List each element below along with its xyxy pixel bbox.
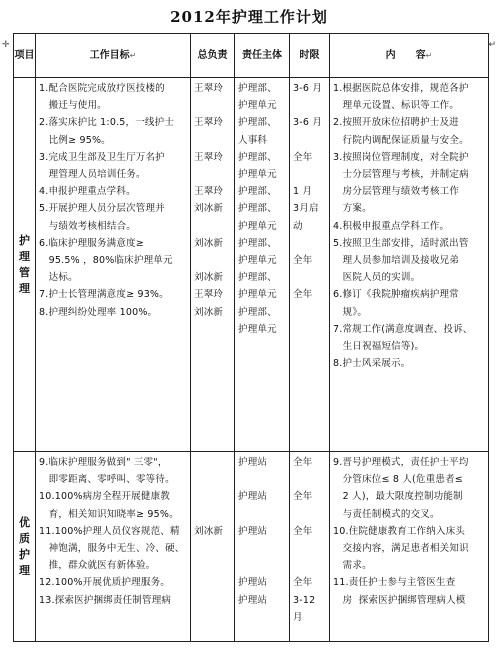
cell-line: 10.100%病房全程开展健康教 bbox=[39, 491, 170, 503]
paragraph-mark-icon: ↵ bbox=[488, 40, 496, 50]
cell-line: 4.积极申报重点学科工作。 bbox=[333, 220, 450, 232]
cell-line: 房 探索医护捆绑管理病人模 bbox=[333, 594, 466, 606]
cell-line: 护理部、 bbox=[238, 186, 277, 198]
cell-line: 护理单元 bbox=[238, 100, 277, 112]
cell-line: 理单元设置、标识等工作。 bbox=[333, 100, 460, 112]
cell-line: 11.100%护理人员仪容规范、精 bbox=[39, 525, 180, 537]
cell-line bbox=[194, 338, 232, 355]
cell-line bbox=[293, 97, 327, 114]
cell-line: 3-6 月 bbox=[293, 117, 323, 129]
cell-line: 全年 bbox=[293, 491, 313, 503]
cell-line: 与绩效考核相结合。 bbox=[39, 220, 136, 232]
cell-line: 护理站 bbox=[238, 491, 268, 503]
cell-line: 7.常规工作(满意度调查、投诉、 bbox=[333, 323, 473, 335]
cell-line: 3-6 月 bbox=[293, 83, 323, 94]
cell-line: 1 月 bbox=[293, 186, 313, 198]
cell-line: 全年 bbox=[293, 151, 313, 163]
table-header-row bbox=[14, 34, 489, 78]
cell-line: 1.配合医院完成放疗医技楼的 bbox=[39, 83, 165, 94]
cell-line bbox=[293, 506, 327, 523]
cell-line bbox=[194, 574, 232, 591]
cell-line bbox=[39, 321, 188, 338]
goal-cell bbox=[36, 452, 191, 642]
header-goal: 工作目标↵ bbox=[36, 34, 191, 78]
cell-line: 护理部、 bbox=[238, 151, 277, 163]
category-cell: 优 质 护 理 bbox=[14, 452, 36, 642]
cell-line: 5.按照卫生部安排，适时派出管 bbox=[333, 237, 469, 249]
header-item: 项目 bbox=[14, 34, 36, 78]
header-content: 内 容↵ bbox=[330, 34, 489, 78]
cell-line: 1.根据医院总体安排，规范各护 bbox=[333, 83, 469, 94]
cell-line: 交接内容，满足患者相关知识 bbox=[333, 543, 469, 555]
cell-line: 护理站 bbox=[238, 594, 268, 606]
document-title: 2012年护理工作计划 bbox=[170, 8, 328, 26]
cell-line: 6.临床护理服务满意度≥ bbox=[39, 237, 144, 249]
cell-line: 士分层管理与考核，并制定病 bbox=[333, 169, 469, 181]
owner-cell bbox=[191, 78, 235, 452]
table-row bbox=[14, 78, 489, 452]
cell-line: 刘冰新 bbox=[194, 272, 224, 284]
content-cell bbox=[330, 78, 489, 452]
cell-line: 神饱满，服务中无生、冷、硬、 bbox=[39, 543, 185, 555]
cell-line: 生日祝福短信等)。 bbox=[333, 341, 425, 353]
cell-line bbox=[194, 252, 232, 269]
cell-line bbox=[194, 506, 232, 523]
cell-line bbox=[293, 557, 327, 574]
cell-line: 95.5% ，80%临床护理单元 bbox=[39, 255, 173, 267]
cell-line: 9.晋号护理模式，责任护士平均 bbox=[333, 457, 469, 468]
cell-line: 刘冰新 bbox=[194, 525, 224, 537]
cell-line: 王翠玲 bbox=[194, 83, 224, 94]
cell-line bbox=[293, 166, 327, 183]
period-cell bbox=[290, 78, 330, 452]
header-dept: 责任主体 bbox=[235, 34, 290, 78]
cell-line: 王翠玲 bbox=[194, 186, 224, 198]
cell-line: 王翠玲 bbox=[194, 117, 224, 129]
cell-line bbox=[194, 97, 232, 114]
cell-line: 2 人)，最大限度控制功能制 bbox=[333, 491, 463, 503]
cell-line: 11.责任护士参与主管医生查 bbox=[333, 577, 456, 589]
cell-line bbox=[194, 218, 232, 235]
cell-line: 育，相关知识知晓率≥ 95%。 bbox=[39, 508, 179, 520]
cell-line: 5.开展护理人员分层次管理并 bbox=[39, 203, 165, 215]
cell-line: 全年 bbox=[293, 457, 313, 468]
cell-line: 医院人员的实训。 bbox=[333, 272, 421, 284]
cell-line: 方案。 bbox=[333, 203, 372, 215]
cell-line: 即零距离、零呼叫、零等待。 bbox=[39, 474, 175, 486]
cell-line: 4.申报护理重点学科。 bbox=[39, 186, 136, 198]
cell-line: 护理单元 bbox=[238, 220, 277, 232]
cell-line bbox=[194, 471, 232, 488]
cell-line: 王翠玲 bbox=[194, 289, 224, 301]
cell-line: 护理单元 bbox=[238, 289, 277, 301]
dept-cell bbox=[235, 452, 290, 642]
cell-line bbox=[39, 338, 188, 355]
header-owner: 总负责 bbox=[191, 34, 235, 78]
cell-line: 规》。 bbox=[333, 306, 368, 318]
cell-line: 行院内调配保证质量与安全。 bbox=[333, 134, 469, 146]
cell-line bbox=[293, 355, 327, 372]
cell-line: 分管床位≤ 8 人(危重患者≤ bbox=[333, 474, 463, 486]
dept-cell bbox=[235, 78, 290, 452]
cell-line: 全年 bbox=[293, 525, 313, 537]
cell-line: 全年 bbox=[293, 289, 313, 301]
cell-line: 全年 bbox=[293, 255, 313, 267]
cell-line: 刘冰新 bbox=[194, 203, 224, 215]
cell-line: 与责任制模式的交叉。 bbox=[333, 508, 440, 520]
goal-cell bbox=[36, 78, 191, 452]
cell-line: 护理单元 bbox=[238, 169, 277, 181]
cell-line bbox=[293, 540, 327, 557]
cell-line bbox=[238, 557, 287, 574]
cell-line: 护理部、 bbox=[238, 117, 277, 129]
cell-line bbox=[293, 132, 327, 149]
cell-line bbox=[293, 321, 327, 338]
cell-line bbox=[293, 471, 327, 488]
cell-line: 3.完成卫生部及卫生厅万名护 bbox=[39, 151, 165, 163]
cell-line: 需求。 bbox=[333, 560, 372, 572]
cell-line: 全年 bbox=[293, 577, 313, 589]
cell-line bbox=[194, 166, 232, 183]
header-period: 时限 bbox=[290, 34, 330, 78]
cell-line bbox=[293, 235, 327, 252]
cell-line: 护理部、 bbox=[238, 83, 277, 94]
content-cell bbox=[330, 452, 489, 642]
cell-line: 刘冰新 bbox=[194, 306, 224, 318]
cell-line: 王翠玲 bbox=[194, 151, 224, 163]
cell-line bbox=[293, 338, 327, 355]
cell-line: 护理部、 bbox=[238, 306, 277, 318]
cell-line: 13.探索医护捆绑责任制管理病 bbox=[39, 594, 172, 606]
cell-line: 比例≥ 95%。 bbox=[39, 134, 111, 146]
cell-line bbox=[194, 488, 232, 505]
cell-line: 护理部、 bbox=[238, 203, 277, 215]
table-row bbox=[14, 452, 489, 642]
period-cell bbox=[290, 452, 330, 642]
cell-line: 10.住院健康教育工作纳入床头 bbox=[333, 525, 466, 537]
category-cell: 护 理 管 理 bbox=[14, 78, 36, 452]
cell-line bbox=[194, 321, 232, 338]
cell-line: 护理站 bbox=[238, 457, 268, 468]
cell-line bbox=[194, 454, 232, 471]
owner-cell bbox=[191, 452, 235, 642]
cell-line: 2.落实床护比 1:0.5，一线护士 bbox=[39, 117, 175, 129]
cell-line: 护理部、 bbox=[238, 272, 277, 284]
cell-line: 8.护理纠纷处理率 100%。 bbox=[39, 306, 158, 318]
cell-line: 7.护士长管理满意度≥ 93%。 bbox=[39, 289, 169, 301]
cell-line: 6.修订《我院肿瘤疾病护理常 bbox=[333, 289, 459, 301]
cell-line bbox=[194, 540, 232, 557]
cell-line: 刘冰新 bbox=[194, 237, 224, 249]
cell-line bbox=[238, 540, 287, 557]
cell-line: 搬迁与使用。 bbox=[39, 100, 107, 112]
cell-line: 护理站 bbox=[238, 525, 268, 537]
cell-line: 护理部、 bbox=[238, 237, 277, 249]
table-anchor-icon: ✛ bbox=[2, 40, 10, 50]
cell-line: 3月启动 bbox=[293, 203, 319, 232]
cell-line: 理人员参加培训及接收兄弟 bbox=[333, 255, 460, 267]
cell-line: 护理单元 bbox=[238, 255, 277, 267]
cell-line bbox=[293, 304, 327, 321]
cell-line: 8.护士风采展示。 bbox=[333, 358, 411, 370]
cell-line: 9.临床护理服务做到" 三零"， bbox=[39, 457, 168, 468]
cell-line bbox=[194, 557, 232, 574]
cell-line: 3-12 月 bbox=[293, 594, 319, 623]
cell-line: 12.100%开展优质护理服务。 bbox=[39, 577, 170, 589]
cell-line bbox=[238, 471, 287, 488]
cell-line: 护理站 bbox=[238, 577, 268, 589]
cell-line: 3.按照岗位管理制度，对全院护 bbox=[333, 151, 469, 163]
cell-line bbox=[293, 269, 327, 286]
cell-line: 理管理人员培训任务。 bbox=[39, 169, 146, 181]
cell-line bbox=[238, 338, 287, 355]
cell-line: 房分层管理与绩效考核工作 bbox=[333, 186, 460, 198]
cell-line: 推，群众就医有新体验。 bbox=[39, 560, 156, 572]
cell-line bbox=[194, 132, 232, 149]
cell-line: 达标。 bbox=[39, 272, 78, 284]
nursing-plan-table bbox=[13, 33, 489, 642]
cell-line bbox=[238, 506, 287, 523]
cell-line: 护理单元 bbox=[238, 323, 277, 335]
cell-line bbox=[194, 592, 232, 609]
cell-line: 2.按照开放床位招聘护士及进 bbox=[333, 117, 459, 129]
cell-line: 人事科 bbox=[238, 134, 268, 146]
